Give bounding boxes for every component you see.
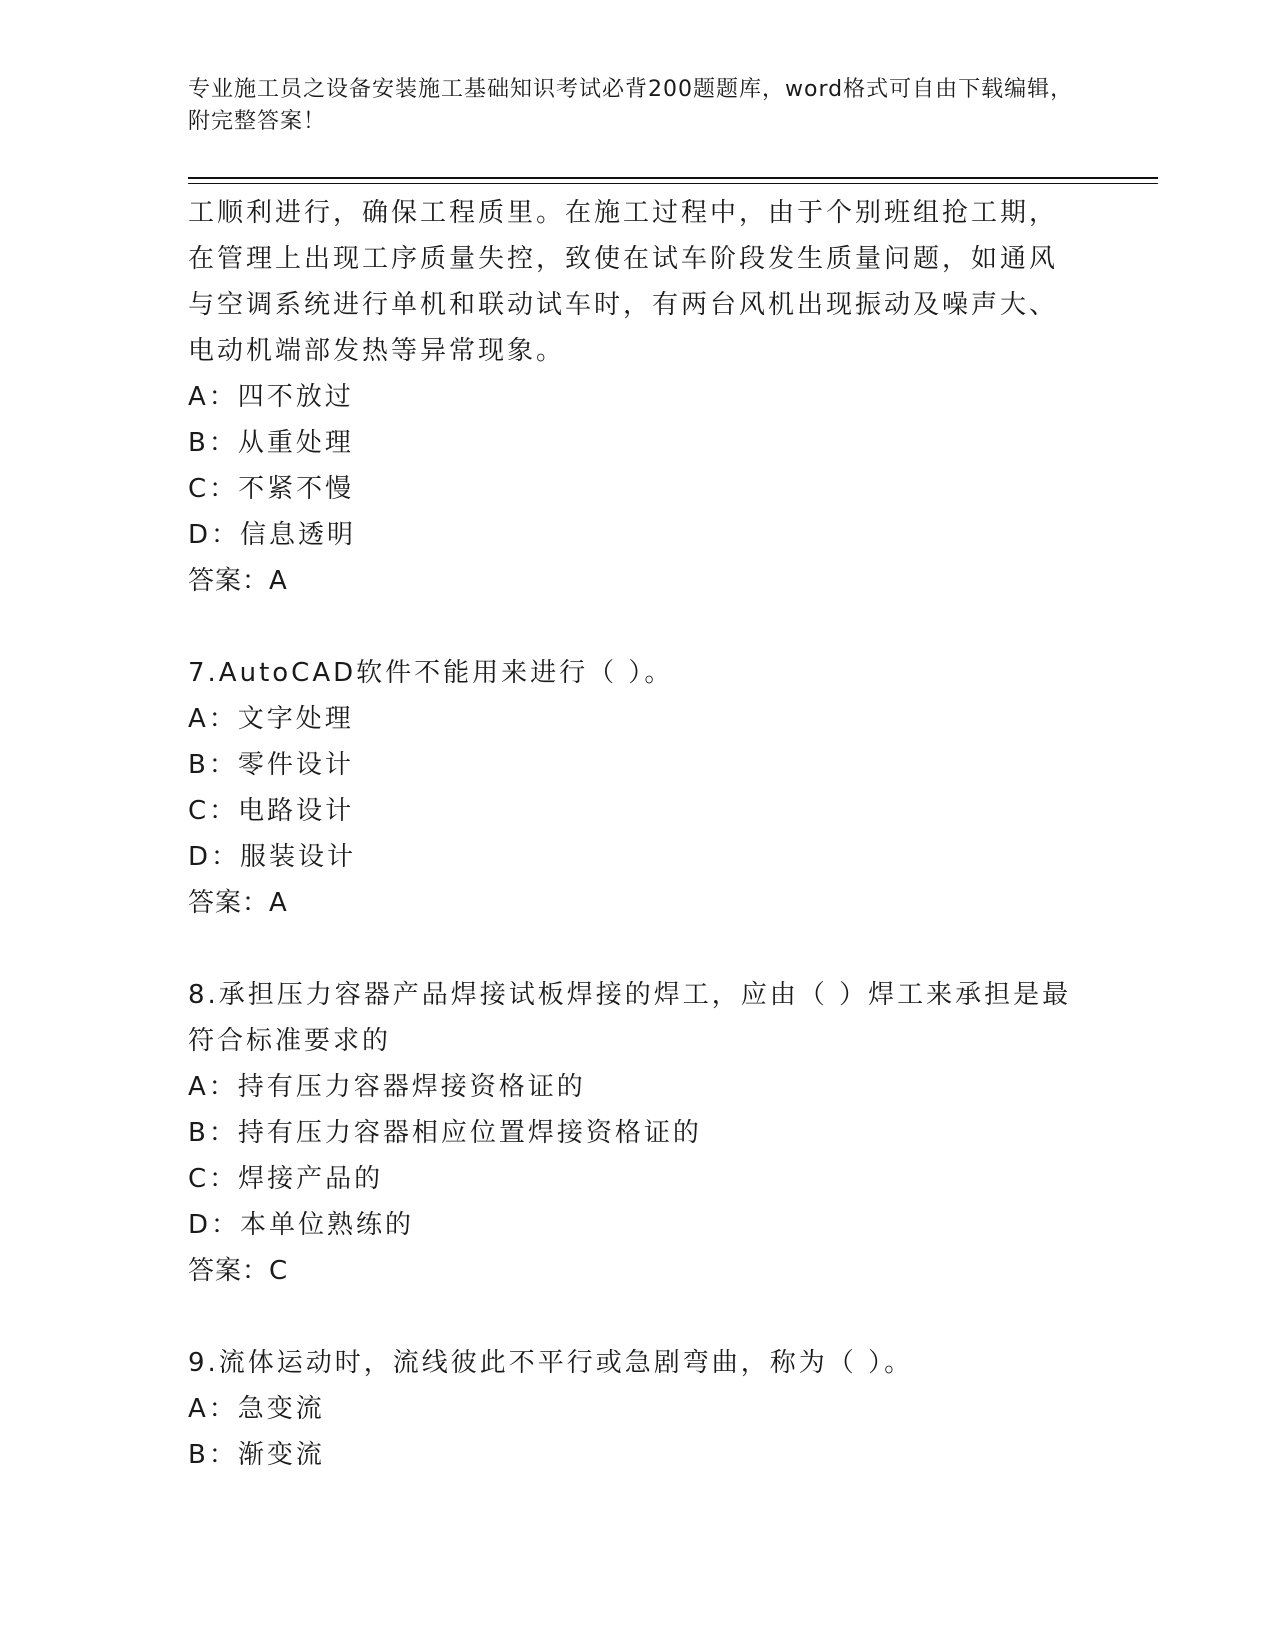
header-divider-thin [188,183,1158,184]
option-b: B：从重处理 [188,428,354,458]
document-body [188,190,1088,1478]
question-6-continuation [188,190,1088,604]
question-text-line: 在管理上出现工序质量失控，致使在试车阶段发生质量问题，如通风 [188,244,1059,274]
option-a: A：持有压力容器焊接资格证的 [188,1072,586,1102]
option-a: A：文字处理 [188,704,354,734]
question-text-line: 工顺利进行，确保工程质里。在施工过程中，由于个别班组抢工期， [188,198,1059,228]
option-b: B：零件设计 [188,750,354,780]
option-b: B：渐变流 [188,1440,325,1470]
question-text-line: 与空调系统进行单机和联动试车时，有两台风机出现振动及噪声大、 [188,290,1059,320]
spacer [188,1294,1088,1340]
option-d: D：服装设计 [188,842,357,872]
question-text: 7.AutoCAD软件不能用来进行（ ）。 [188,658,674,688]
answer-line: 答案：A [188,566,288,596]
question-9 [188,1340,1088,1478]
question-text: 9.流体运动时，流线彼此不平行或急剧弯曲，称为（ ）。 [188,1348,914,1378]
option-d: D：本单位熟练的 [188,1210,415,1240]
option-c: C：焊接产品的 [188,1164,384,1194]
spacer [188,926,1088,972]
header-title: 专业施工员之设备安装施工基础知识考试必背200题题库，word格式可自由下载编辑，附完整答案！ [188,77,1074,134]
spacer [188,604,1088,650]
question-text-line: 符合标准要求的 [188,1026,392,1056]
option-c: C：电路设计 [188,796,355,826]
answer-line: 答案：A [188,888,288,918]
option-d: D：信息透明 [188,520,357,550]
option-a: A：四不放过 [188,382,354,412]
document-header [188,74,1088,138]
header-divider [188,177,1158,179]
question-7 [188,650,1088,926]
question-8 [188,972,1088,1294]
question-text-line: 8.承担压力容器产品焊接试板焊接的焊工，应由（ ）焊工来承担是最 [188,980,1072,1010]
option-b: B：持有压力容器相应位置焊接资格证的 [188,1118,702,1148]
option-c: C：不紧不慢 [188,474,355,504]
question-text-line: 电动机端部发热等异常现象。 [188,336,566,366]
option-a: A：急变流 [188,1394,325,1424]
answer-line: 答案：C [188,1256,289,1286]
